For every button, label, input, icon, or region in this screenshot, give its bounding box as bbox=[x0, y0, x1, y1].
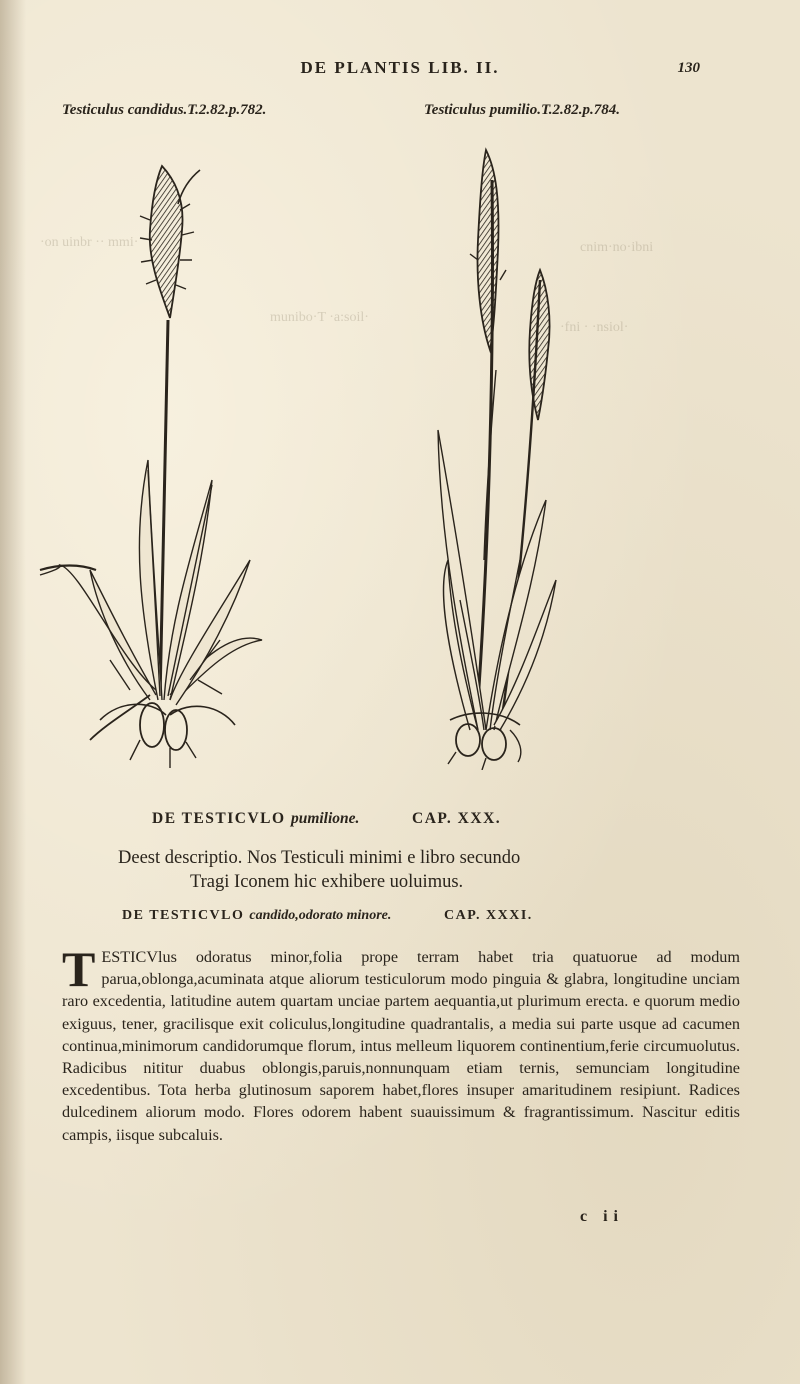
chapter-30-title-italic: pumilione. bbox=[290, 810, 360, 827]
right-plant-woodcut bbox=[438, 150, 556, 770]
signature-mark: c ii bbox=[580, 1208, 624, 1225]
bleed-through-text: munibo·T ·a:soil· bbox=[270, 310, 369, 325]
right-figure-caption: Testiculus pumilio.T.2.82.p.784. bbox=[424, 102, 621, 118]
chapter-30-cap-label: CAP. XXX. bbox=[412, 810, 502, 827]
bleed-through-text: ·on uinbr ·· mmi· bbox=[40, 235, 139, 250]
left-figure-caption: Testiculus candidus.T.2.82.p.782. bbox=[62, 102, 267, 118]
bleed-through-text: ·fni · ·nsiol· bbox=[560, 320, 629, 335]
chapter-30-title-caps: DE TESTICVLO bbox=[152, 810, 286, 827]
chapter-31-body bbox=[62, 941, 740, 1146]
botanical-woodcut-illustrations bbox=[0, 140, 800, 770]
chapter-30-description bbox=[118, 846, 698, 894]
chapter-31-title-italic: candido,odorato minore. bbox=[249, 908, 392, 923]
drop-cap-initial: T bbox=[62, 941, 96, 997]
folio-number: 130 bbox=[677, 60, 700, 76]
left-plant-woodcut bbox=[40, 166, 262, 768]
chapter-31-heading bbox=[122, 908, 722, 924]
running-head: DE PLANTIS LIB. II. bbox=[300, 58, 500, 77]
chapter-31-paragraph: ESTICVlus odoratus minor,folia prope terram habet tria quatuorue ad modum parua,oblonga,acuminata atque aliorum testiculorum modo pinguia & glabra, longitudine unciam raro excedentia, latitudine autem quartam unciae partem aequantia,ut plurimum erecta. e quorum medio exiguus, tener, gracilisque exit coliculus,longitudine quadrantalis, a media sui parte usque ad cacumen continua,minimorum candidorumque florum, intus melleum liquorem continentium,ferie circumuolutus. Radicibus nititur duabus oblongis,paruis,nonnunquam etiam ternis, semunciam longitudine excedentibus. Tota herba glutinosum saporem habet,flores insuper amaritudinem resipiunt. Radices dulcedinem aliorum modo. Flores odorem habent suauissimum & fragrantissimum. Nascitur editis campis, iisque subcaluis. bbox=[62, 948, 740, 1144]
description-line-1: Deest descriptio. Nos Testiculi minimi e libro secundo bbox=[118, 848, 521, 868]
chapter-31-title-caps: DE TESTICVLO bbox=[122, 908, 245, 923]
description-line-2: Tragi Iconem hic exhibere uoluimus. bbox=[190, 872, 464, 892]
chapter-30-heading bbox=[152, 810, 752, 828]
bleed-through-text: cnim·no·ibni bbox=[580, 240, 654, 255]
chapter-31-cap-label: CAP. XXXI. bbox=[444, 908, 533, 923]
